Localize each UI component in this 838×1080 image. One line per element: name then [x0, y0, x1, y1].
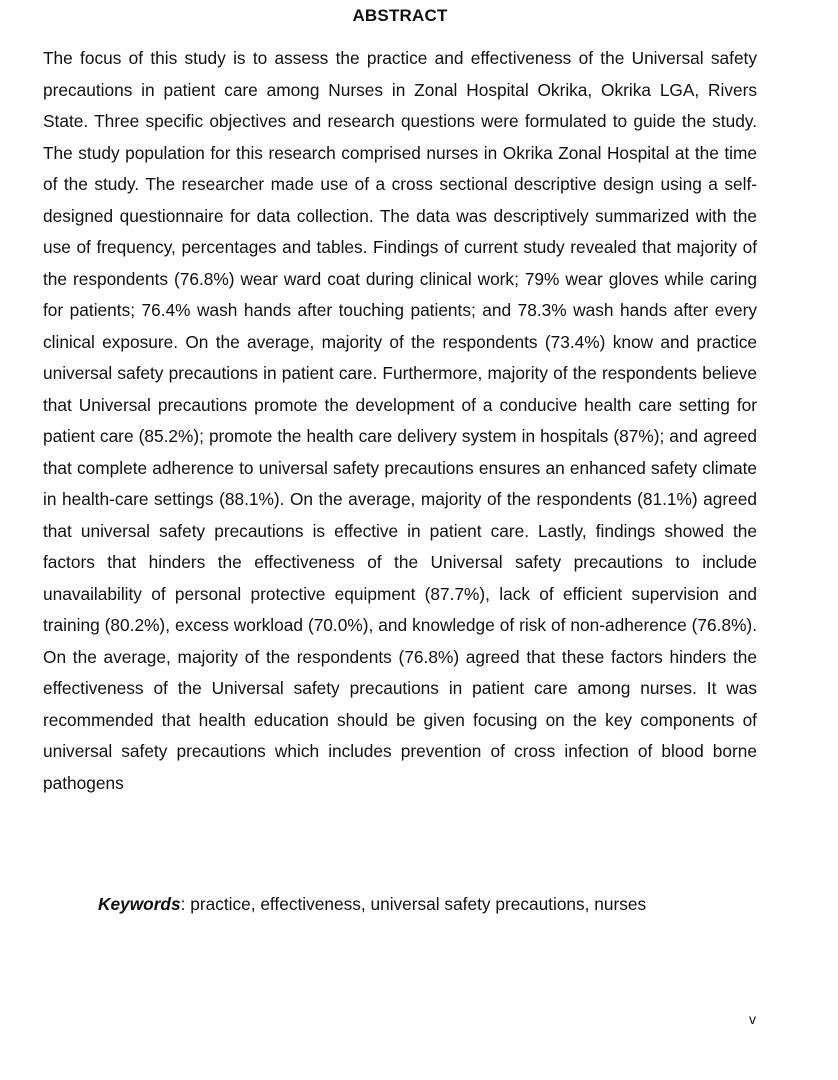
keywords-text: practice, effectiveness, universal safety precautions, nurses: [185, 894, 647, 914]
keywords-label: Keywords: [98, 894, 181, 914]
page-number: v: [749, 1011, 756, 1027]
abstract-heading: ABSTRACT: [352, 6, 448, 25]
keywords-line: [98, 890, 778, 918]
abstract-paragraph: The focus of this study is to assess the practice and effectiveness of the Universal safety precautions in patient care among Nurses in Zonal Hospital Okrika, Okrika LGA, Rivers State. Three specific objectives and research questions were formulated to guide the study. The study population for this research comprised nurses in Okrika Zonal Hospital at the time of the study. The researcher made use of a cross sectional descriptive design using a self-designed questionnaire for data collection. The data was descriptively summarized with the use of frequency, percentages and tables. Findings of current study revealed that majority of the respondents (76.8%) wear ward coat during clinical work; 79% wear gloves while caring for patients; 76.4% wash hands after touching patients; and 78.3% wash hands after every clinical exposure. On the average, majority of the respondents (73.4%) know and practice universal safety precautions in patient care. Furthermore, majority of the respondents believe that Universal precautions promote the development of a conducive health care setting for patient care (85.2%); promote the health care delivery system in hospitals (87%); and agreed that complete adherence to universal safety precautions ensures an enhanced safety climate in health-care settings (88.1%). On the average, majority of the respondents (81.1%) agreed that universal safety precautions is effective in patient care. Lastly, findings showed the factors that hinders the effectiveness of the Universal safety precautions to include unavailability of personal protective equipment (87.7%), lack of efficient supervision and training (80.2%), excess workload (70.0%), and knowledge of risk of non-adherence (76.8%). On the average, majority of the respondents (76.8%) agreed that these factors hinders the effectiveness of the Universal safety precautions in patient care among nurses. It was recommended that health education should be given focusing on the key components of universal safety precautions which includes prevention of cross infection of blood borne pathogens: [43, 48, 757, 793]
keywords-separator: :: [180, 894, 186, 914]
